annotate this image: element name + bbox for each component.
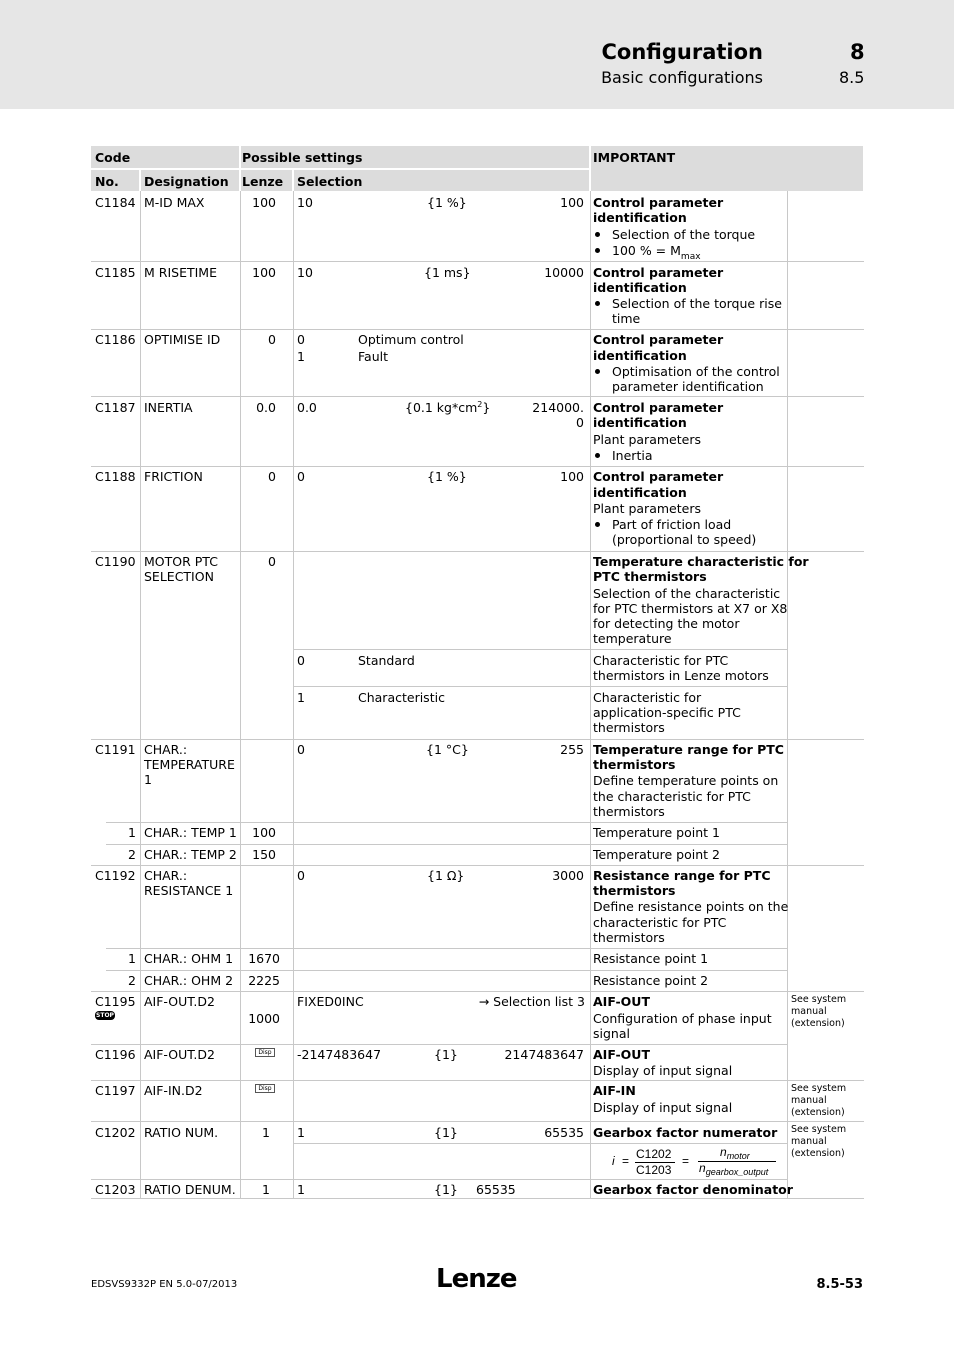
desc-c1184: 100 % = $M_{max}$ <box>612 243 701 262</box>
formula-den: C1203 <box>636 1163 672 1177</box>
title-c1187: Control parameter <box>593 400 724 415</box>
designation-c1186: OPTIMISE ID <box>144 332 221 347</box>
code-c1184: C1184 <box>95 195 136 210</box>
bullet <box>595 369 600 374</box>
min-c1188: 0 <box>297 469 305 484</box>
stop-icon: STOP <box>96 1012 114 1019</box>
title-c1185: identification <box>593 280 687 295</box>
max-c1187: 214000. <box>532 400 584 415</box>
title-c1185: Control parameter <box>593 265 724 280</box>
code-c1185: C1185 <box>95 265 136 280</box>
lenze-c1185: 100 <box>252 265 276 280</box>
bullet <box>595 232 600 237</box>
note-c1197: manual <box>791 1095 827 1106</box>
designation-c1196: AIF-OUT.D2 <box>144 1047 215 1062</box>
display-only-icon: Disp <box>255 1048 275 1057</box>
desc-c1191: thermistors <box>593 804 665 819</box>
title-c1203: Gearbox factor denominator <box>593 1182 793 1197</box>
desc-c1191: the characteristic for PTC <box>593 789 751 804</box>
note-c1202: See system <box>791 1124 847 1135</box>
desc-c1190: Characteristic for <box>593 690 702 705</box>
max-c1192: 3000 <box>552 868 584 883</box>
formula-eq: = <box>622 1154 630 1168</box>
formula-eq: = <box>682 1154 690 1168</box>
bullet <box>595 301 600 306</box>
code-c1202: C1202 <box>95 1125 136 1140</box>
document-id: EDSVS9332P EN 5.0-07/2013 <box>91 1279 238 1290</box>
sub-lenze: 100 <box>252 825 276 840</box>
designation-c1191: TEMPERATURE <box>144 757 235 772</box>
desc-c1197: Display of input signal <box>593 1100 733 1115</box>
note-c1202: manual <box>791 1136 827 1147</box>
min-c1184: 10 <box>297 195 313 210</box>
desc-c1190: for detecting the motor <box>593 616 740 631</box>
note-c1197: See system <box>791 1083 847 1094</box>
sel-value: 0 <box>297 653 305 668</box>
desc-c1190: thermistors <box>593 720 665 735</box>
unit-c1188: {1 %} <box>427 469 467 484</box>
desc-c1196: Display of input signal <box>593 1063 733 1078</box>
title-c1195: AIF-OUT <box>593 994 650 1009</box>
designation-c1197: AIF-IN.D2 <box>144 1083 203 1098</box>
formula-i: i <box>612 1154 615 1168</box>
code-c1196: C1196 <box>95 1047 136 1062</box>
header-lenze: Lenze <box>242 174 284 189</box>
designation-c1188: FRICTION <box>144 469 203 484</box>
min-c1185: 10 <box>297 265 313 280</box>
unit-c1196: {1} <box>434 1047 458 1062</box>
unit-c1191: {1 °C} <box>426 742 469 757</box>
sub-lenze: 1670 <box>248 951 280 966</box>
page-header <box>0 0 954 109</box>
sub-designation: CHAR.: OHM 1 <box>144 951 234 966</box>
desc-c1186: parameter identification <box>612 379 764 394</box>
sel-c1195: FIXED0INC <box>297 994 364 1009</box>
sub-designation: CHAR.: TEMP 2 <box>144 847 237 862</box>
desc-c1190: for PTC thermistors at X7 or X8 <box>593 601 788 616</box>
min-c1202: 1 <box>297 1125 305 1140</box>
grid-line <box>293 191 294 1199</box>
lenze-c1203: 1 <box>262 1182 270 1197</box>
sub-index: 2 <box>128 973 136 988</box>
desc-c1188: (proportional to speed) <box>612 532 757 547</box>
desc-c1190: Selection of the characteristic <box>593 586 781 601</box>
page-subtitle: Basic configurations <box>601 68 763 87</box>
bullet <box>595 522 600 527</box>
note-c1195: manual <box>791 1006 827 1017</box>
desc-c1192: Define resistance points on the <box>593 899 789 914</box>
sub-lenze: 150 <box>252 847 276 862</box>
unit-c1185: {1 ms} <box>424 265 471 280</box>
lenze-c1187: 0.0 <box>256 400 276 415</box>
sub-desc: Resistance point 2 <box>593 973 709 988</box>
title-c1191: Temperature range for PTC <box>593 742 784 757</box>
title-c1188: identification <box>593 485 687 500</box>
sub-designation: CHAR.: OHM 2 <box>144 973 234 988</box>
desc-c1188: Part of friction load <box>612 517 732 532</box>
desc-c1191: Define temperature points on <box>593 773 779 788</box>
sel-value: 0 <box>297 332 305 347</box>
title-c1184: identification <box>593 210 687 225</box>
unit-c1202: {1} <box>434 1125 458 1140</box>
sub-designation: CHAR.: TEMP 1 <box>144 825 237 840</box>
sub-lenze: 2225 <box>248 973 280 988</box>
formula-ngear: $n_{gearbox\_output}$ <box>699 1161 769 1177</box>
code-c1187: C1187 <box>95 400 136 415</box>
lenze-c1186: 0 <box>268 332 276 347</box>
unit-c1203: {1} <box>434 1182 458 1197</box>
sub-index: 1 <box>128 825 136 840</box>
max-c1191: 255 <box>560 742 584 757</box>
lenze-c1195: 1000 <box>248 1011 280 1026</box>
designation-c1191: 1 <box>144 772 152 787</box>
lenze-logo: Lenze <box>436 1264 517 1294</box>
header-important: IMPORTANT <box>593 150 676 165</box>
max-c1202: 65535 <box>544 1125 584 1140</box>
designation-c1192: CHAR.: <box>144 868 188 883</box>
title-c1192: Resistance range for PTC <box>593 868 771 883</box>
title-c1192: thermistors <box>593 883 676 898</box>
desc-c1192: characteristic for PTC <box>593 915 727 930</box>
grid-line <box>787 191 788 1199</box>
unit-c1184: {1 %} <box>427 195 467 210</box>
grid-line <box>590 191 591 1199</box>
desc-c1185: Selection of the torque rise <box>612 296 782 311</box>
min-c1191: 0 <box>297 742 305 757</box>
title-c1186: identification <box>593 348 687 363</box>
table-header-important <box>590 168 863 191</box>
sel-label: Fault <box>358 349 388 364</box>
lenze-c1188: 0 <box>268 469 276 484</box>
chapter-number: 8 <box>850 40 865 64</box>
lenze-c1184: 100 <box>252 195 276 210</box>
note-c1195: See system <box>791 994 847 1005</box>
max-c1196: 2147483647 <box>504 1047 584 1062</box>
title-c1196: AIF-OUT <box>593 1047 650 1062</box>
desc-c1190: application-specific PTC <box>593 705 741 720</box>
bullet <box>595 248 600 253</box>
designation-c1195: AIF-OUT.D2 <box>144 994 215 1009</box>
title-c1188: Control parameter <box>593 469 724 484</box>
max-c1187: 0 <box>576 415 584 430</box>
min-c1203: 1 <box>297 1182 305 1197</box>
section-number: 8.5 <box>839 68 865 87</box>
header-code: Code <box>95 150 131 165</box>
sel-value: 1 <box>297 349 305 364</box>
max-c1185: 10000 <box>544 265 584 280</box>
sel-link-c1195[interactable]: → Selection list 3 <box>478 994 585 1009</box>
header-no: No. <box>95 174 119 189</box>
page-number: 8.5-53 <box>816 1277 863 1292</box>
desc-c1195: signal <box>593 1026 630 1041</box>
sub-index: 1 <box>128 951 136 966</box>
desc-c1190: Characteristic for PTC <box>593 653 729 668</box>
unit-c1187: {0.1 $kg*cm^2$} <box>405 400 491 415</box>
desc-c1195: Configuration of phase input <box>593 1011 772 1026</box>
desc-c1185: time <box>612 311 641 326</box>
title-c1197: AIF-IN <box>593 1083 636 1098</box>
bullet <box>595 453 600 458</box>
sub-desc: Temperature point 1 <box>593 825 720 840</box>
designation-c1190: SELECTION <box>144 569 214 584</box>
lenze-c1190: 0 <box>268 554 276 569</box>
title-c1202: Gearbox factor numerator <box>593 1125 778 1140</box>
designation-c1184: M-ID MAX <box>144 195 205 210</box>
designation-c1192: RESISTANCE 1 <box>144 883 234 898</box>
designation-c1202: RATIO NUM. <box>144 1125 219 1140</box>
title-c1190: PTC thermistors <box>593 569 707 584</box>
code-c1190: C1190 <box>95 554 136 569</box>
title-c1186: Control parameter <box>593 332 724 347</box>
max-c1188: 100 <box>560 469 584 484</box>
sel-label: Standard <box>358 653 415 668</box>
title-c1190: Temperature characteristic for <box>593 554 809 569</box>
designation-c1203: RATIO DENUM. <box>144 1182 236 1197</box>
note-c1195: (extension) <box>791 1018 845 1029</box>
formula-nmotor: $n_{motor}$ <box>720 1145 750 1161</box>
designation-c1191: CHAR.: <box>144 742 188 757</box>
grid-line <box>140 191 141 1199</box>
sub-index: 2 <box>128 847 136 862</box>
min-c1187: 0.0 <box>297 400 317 415</box>
header-selection: Selection <box>297 174 363 189</box>
sub-desc: Temperature point 2 <box>593 847 720 862</box>
max-c1184: 100 <box>560 195 584 210</box>
page-title: Configuration <box>601 40 763 64</box>
designation-c1187: INERTIA <box>144 400 193 415</box>
title-c1187: identification <box>593 415 687 430</box>
desc-c1186: Optimisation of the control <box>612 364 780 379</box>
display-only-icon: Disp <box>255 1084 275 1093</box>
min-c1192: 0 <box>297 868 305 883</box>
sel-label: Optimum control <box>358 332 464 347</box>
sub-desc: Resistance point 1 <box>593 951 709 966</box>
code-c1191: C1191 <box>95 742 136 757</box>
sel-label: Characteristic <box>358 690 445 705</box>
formula-num: C1202 <box>636 1147 672 1161</box>
desc-c1190: thermistors in Lenze motors <box>593 668 769 683</box>
code-c1186: C1186 <box>95 332 136 347</box>
code-c1195: C1195 <box>95 994 136 1009</box>
designation-c1190: MOTOR PTC <box>144 554 218 569</box>
code-c1192: C1192 <box>95 868 136 883</box>
desc-c1187: Plant parameters <box>593 432 701 447</box>
unit-c1192: {1 Ω} <box>427 868 465 883</box>
min-c1196: -2147483647 <box>297 1047 382 1062</box>
code-c1197: C1197 <box>95 1083 136 1098</box>
table-header-row-1 <box>91 146 863 168</box>
desc-c1184: Selection of the torque <box>612 227 756 242</box>
designation-c1185: M RISETIME <box>144 265 217 280</box>
note-c1202: (extension) <box>791 1148 845 1159</box>
desc-c1190: temperature <box>593 631 672 646</box>
title-c1191: thermistors <box>593 757 676 772</box>
desc-c1188: Plant parameters <box>593 501 701 516</box>
code-c1188: C1188 <box>95 469 136 484</box>
header-designation: Designation <box>144 174 229 189</box>
desc-c1192: thermistors <box>593 930 665 945</box>
lenze-c1202: 1 <box>262 1125 270 1140</box>
sel-value: 1 <box>297 690 305 705</box>
header-possible-settings: Possible settings <box>242 150 363 165</box>
code-c1203: C1203 <box>95 1182 136 1197</box>
max-c1203: 65535 <box>476 1182 516 1197</box>
desc-c1187: Inertia <box>612 448 653 463</box>
title-c1184: Control parameter <box>593 195 724 210</box>
note-c1197: (extension) <box>791 1107 845 1118</box>
